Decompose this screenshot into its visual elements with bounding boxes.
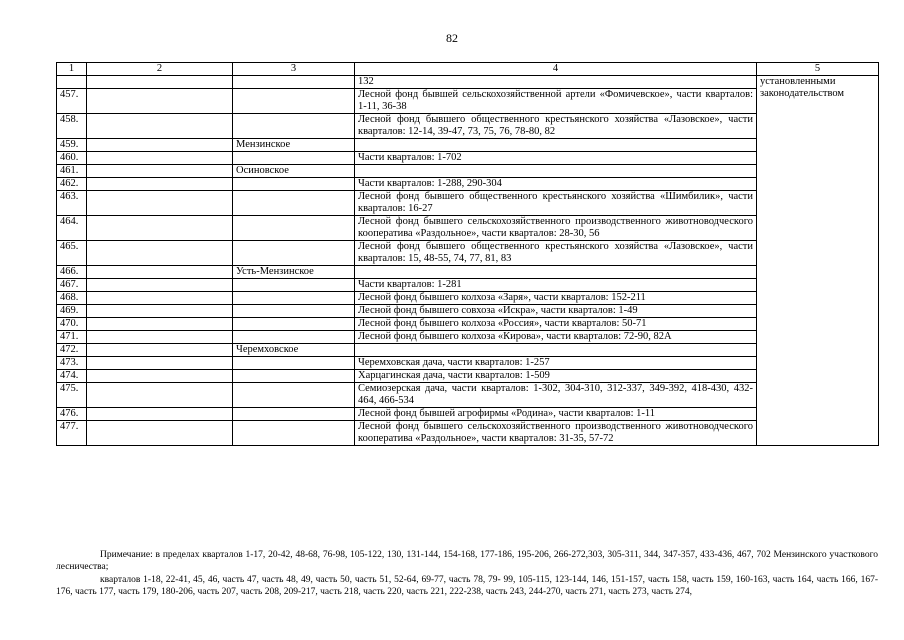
description-cell: Лесной фонд бывшего общественного крестьянского хозяйства «Шимбилик», части кварталов: 16-27 (355, 191, 757, 216)
col2-cell (87, 305, 233, 318)
district-cell (233, 114, 355, 139)
col2-cell (87, 216, 233, 241)
table-header-row (57, 63, 879, 76)
col2-cell (87, 357, 233, 370)
col2-cell (87, 76, 233, 89)
header-col-4: 4 (355, 63, 757, 76)
table-row (57, 114, 879, 139)
col2-cell (87, 114, 233, 139)
district-cell (233, 357, 355, 370)
district-cell (233, 292, 355, 305)
col2-cell (87, 165, 233, 178)
description-cell: Лесной фонд бывшего общественного крестьянского хозяйства «Лазовское», части кварталов: 15, 48-55, 74, 77, 81, 83 (355, 241, 757, 266)
description-cell: Харцагинская дача, части кварталов: 1-509 (355, 370, 757, 383)
description-cell: Черемховская дача, части кварталов: 1-257 (355, 357, 757, 370)
table-row (57, 357, 879, 370)
district-cell (233, 305, 355, 318)
row-number-cell (57, 76, 87, 89)
table-row (57, 76, 879, 89)
district-cell: Мензинское (233, 139, 355, 152)
table-row (57, 305, 879, 318)
col2-cell (87, 139, 233, 152)
district-cell (233, 383, 355, 408)
row-number-cell: 475. (57, 383, 87, 408)
district-cell (233, 76, 355, 89)
description-cell: Части кварталов: 1-702 (355, 152, 757, 165)
row-number-cell: 466. (57, 266, 87, 279)
table-row (57, 292, 879, 305)
col2-cell (87, 89, 233, 114)
col2-cell (87, 266, 233, 279)
district-cell: Черемховское (233, 344, 355, 357)
table-row (57, 318, 879, 331)
table-row (57, 165, 879, 178)
district-cell: Осиновское (233, 165, 355, 178)
description-cell: 132 (355, 76, 757, 89)
col2-cell (87, 178, 233, 191)
header-col-3: 3 (233, 63, 355, 76)
description-cell: Части кварталов: 1-288, 290-304 (355, 178, 757, 191)
row-number-cell: 471. (57, 331, 87, 344)
col2-cell (87, 279, 233, 292)
row-number-cell: 473. (57, 357, 87, 370)
col2-cell (87, 408, 233, 421)
note-continuation: кварталов 1-18, 22-41, 45, 46, часть 47, часть 48, 49, часть 50, часть 51, 52-64, 69-77, часть 78, 79- 99, 105-115, 123-144, 146, 151-157, часть 158, часть 159, 160-163, часть 164, часть 166, 167-176, часть 177, часть 179, 180-206, часть 207, часть 208, 209-217, часть 218, часть 220, часть 221, 222-238, часть 243, 244-270, часть 271, часть 273, часть 274, (56, 575, 878, 597)
row-number-cell: 472. (57, 344, 87, 357)
row-number-cell: 458. (57, 114, 87, 139)
header-col-5: 5 (757, 63, 879, 76)
table-row (57, 191, 879, 216)
col2-cell (87, 370, 233, 383)
description-cell (355, 344, 757, 357)
row-number-cell: 460. (57, 152, 87, 165)
table-row (57, 216, 879, 241)
header-col-1: 1 (57, 63, 87, 76)
district-cell (233, 191, 355, 216)
description-cell: Лесной фонд бывшего общественного крестьянского хозяйства «Лазовское», части кварталов: 12-14, 39-47, 73, 75, 76, 78-80, 82 (355, 114, 757, 139)
row-number-cell: 467. (57, 279, 87, 292)
table-row (57, 279, 879, 292)
description-cell: Лесной фонд бывшего колхоза «Кирова», части кварталов: 72-90, 82А (355, 331, 757, 344)
district-cell (233, 216, 355, 241)
col2-cell (87, 191, 233, 216)
row-number-cell: 461. (57, 165, 87, 178)
district-cell (233, 279, 355, 292)
table-row (57, 370, 879, 383)
col2-cell (87, 383, 233, 408)
page-number: 82 (446, 31, 458, 45)
note-paragraph: Примечание: в пределах кварталов 1-17, 20-42, 48-68, 76-98, 105-122, 130, 131-144, 154-168, 177-186, 195-206, 266-272,303, 305-311, 344, 347-357, 433-436, 467, 702 Мензинского участкового лесничества; (56, 550, 878, 572)
row-number-cell: 464. (57, 216, 87, 241)
district-cell (233, 318, 355, 331)
row-number-cell: 463. (57, 191, 87, 216)
table-row (57, 383, 879, 408)
table-row (57, 139, 879, 152)
table-row (57, 421, 879, 446)
description-cell: Части кварталов: 1-281 (355, 279, 757, 292)
description-cell: Лесной фонд бывшей агрофирмы «Родина», части кварталов: 1-11 (355, 408, 757, 421)
register-table (56, 62, 879, 446)
district-cell: Усть-Мензинское (233, 266, 355, 279)
district-cell (233, 89, 355, 114)
description-cell: Лесной фонд бывшего сельскохозяйственного производственного животноводческого кооператива «Раздольное», части кварталов: 28-30, 56 (355, 216, 757, 241)
col2-cell (87, 318, 233, 331)
col2-cell (87, 292, 233, 305)
description-cell (355, 266, 757, 279)
table-row (57, 89, 879, 114)
description-cell (355, 139, 757, 152)
description-cell (355, 165, 757, 178)
table-row (57, 178, 879, 191)
district-cell (233, 331, 355, 344)
row-number-cell: 462. (57, 178, 87, 191)
district-cell (233, 152, 355, 165)
description-cell: Лесной фонд бывшего совхоза «Искра», части кварталов: 1-49 (355, 305, 757, 318)
row-number-cell: 476. (57, 408, 87, 421)
col2-cell (87, 344, 233, 357)
district-cell (233, 370, 355, 383)
description-cell: Лесной фонд бывшего колхоза «Заря», части кварталов: 152-211 (355, 292, 757, 305)
row-number-cell: 470. (57, 318, 87, 331)
table-row (57, 266, 879, 279)
district-cell (233, 178, 355, 191)
row-number-cell: 469. (57, 305, 87, 318)
description-cell: Лесной фонд бывшей сельскохозяйственной артели «Фомичевское», части кварталов: 1-11, 36-38 (355, 89, 757, 114)
col2-cell (87, 331, 233, 344)
description-cell: Лесной фонд бывшего сельскохозяйственного производственного животноводческого кооператива «Раздольное», части кварталов: 31-35, 57-72 (355, 421, 757, 446)
row-number-cell: 465. (57, 241, 87, 266)
district-cell (233, 421, 355, 446)
row-number-cell: 459. (57, 139, 87, 152)
header-col-2: 2 (87, 63, 233, 76)
row-number-cell: 477. (57, 421, 87, 446)
col2-cell (87, 421, 233, 446)
row-number-cell: 457. (57, 89, 87, 114)
table-row (57, 241, 879, 266)
row-number-cell: 468. (57, 292, 87, 305)
table-row (57, 152, 879, 165)
col2-cell (87, 152, 233, 165)
col5-cell: установленными законодательством (757, 76, 879, 446)
table-row (57, 331, 879, 344)
description-cell: Семиозерская дача, части кварталов: 1-302, 304-310, 312-337, 349-392, 418-430, 432-464, 466-534 (355, 383, 757, 408)
col2-cell (87, 241, 233, 266)
row-number-cell: 474. (57, 370, 87, 383)
district-cell (233, 408, 355, 421)
table-row (57, 344, 879, 357)
description-cell: Лесной фонд бывшего колхоза «Россия», части кварталов: 50-71 (355, 318, 757, 331)
district-cell (233, 241, 355, 266)
table-row (57, 408, 879, 421)
